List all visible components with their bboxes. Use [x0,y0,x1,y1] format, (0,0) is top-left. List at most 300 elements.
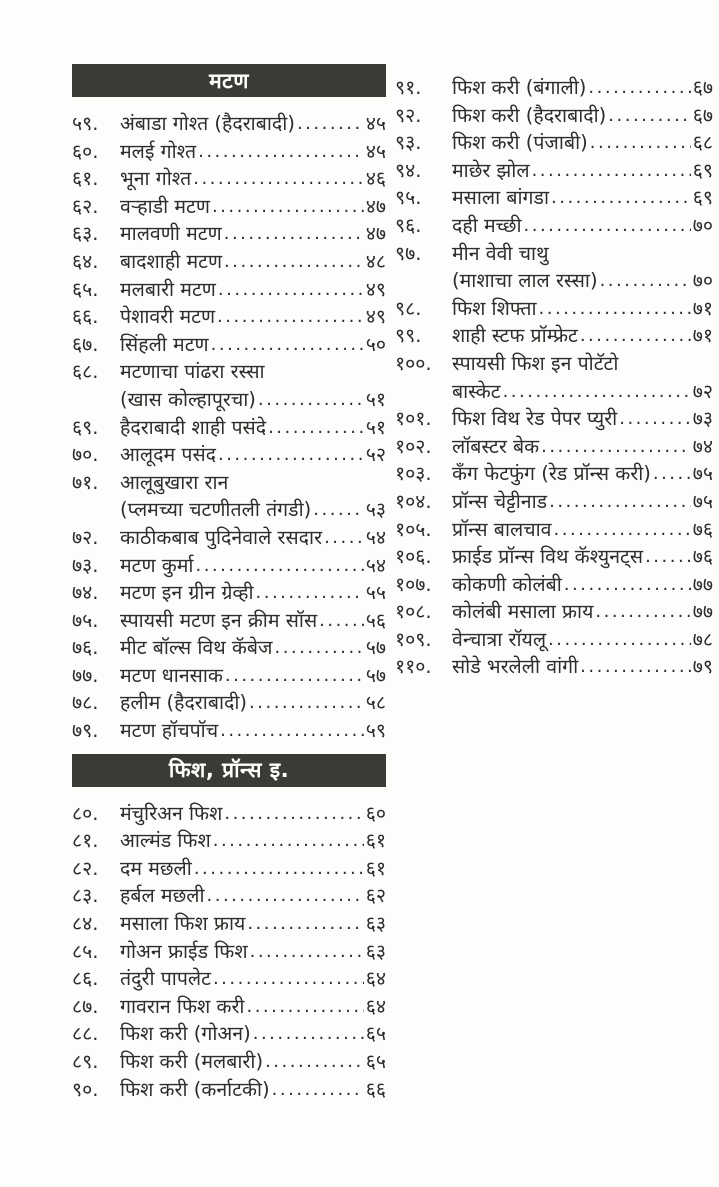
entry-number: ९३. [395,131,422,155]
dot-leader [274,634,363,662]
dot-leader [225,662,364,690]
entry-line [452,212,713,240]
entry-number: ८७. [72,994,99,1018]
dot-leader [218,276,364,304]
toc-entry [395,653,713,681]
entry-body [120,524,386,552]
entry-page-number: ६९ [692,186,713,210]
entry-number: ७५. [72,608,99,632]
entry-number: ११०. [395,655,432,679]
entry-line [120,855,386,883]
toc-column-right [395,61,713,690]
entry-page-number: ५५ [365,581,386,605]
entry-body [120,248,386,276]
entry-line [452,405,713,433]
toc-entry [72,800,386,828]
entry-number: ७३. [72,553,99,577]
entry-title: मटण कुर्मा [120,553,194,577]
entry-page-number: ६३ [365,912,386,936]
entry-body [120,993,386,1021]
toc-entry [72,607,386,635]
dot-leader [272,1076,364,1104]
entry-page-number: ५३ [365,498,386,522]
entry-title: (प्लमच्या चटणीतली तंगडी) [120,498,312,522]
entry-number: ८६. [72,967,99,991]
dot-leader [218,441,364,469]
entry-title: पेशावरी मटण [120,305,216,329]
entry-title: स्पायसी फिश इन पोटॅटो [452,351,619,375]
entry-line [120,1076,386,1104]
entry-body [120,882,386,910]
entry-body [120,827,386,855]
entry-page-number: ६४ [365,994,386,1018]
entry-line [120,689,386,717]
toc-entry [72,414,386,442]
entry-body [452,295,713,323]
entry-body [452,157,713,185]
entry-page-number: ६५ [365,1050,386,1073]
toc-entry [72,138,386,166]
entry-page-number: ६१ [365,829,386,853]
toc-entry [72,910,386,938]
toc-entry [72,1020,386,1048]
entry-title: गोअन फ्राईड फिश [120,939,248,963]
entry-title: आल्मंड फिश [120,829,211,853]
entry-line [120,965,386,993]
toc-entry [72,552,386,580]
entry-number: ८५. [72,939,99,963]
entry-title: वेन्चात्रा रॉयलू [452,627,547,651]
entry-body [120,1076,386,1104]
entry-page-number: ४५ [365,112,386,135]
entry-line [120,800,386,828]
entry-page-number: ५४ [365,553,386,577]
entry-line [120,358,386,386]
entry-number: ६५. [72,277,99,301]
dot-leader [548,626,691,654]
entry-number: ६०. [72,139,99,163]
entry-line [120,993,386,1021]
entry-page-number: ७६ [692,517,713,541]
toc-entry [72,165,386,193]
entry-title: (माशाचा लाल रस्सा) [452,269,598,293]
entry-body [120,910,386,938]
entry-page-number: ५२ [365,443,386,467]
dot-leader [653,460,691,488]
entry-page-number: ७९ [692,655,713,679]
entry-number: ९४. [395,158,422,182]
entry-line [120,441,386,469]
entry-body [452,516,713,544]
dot-leader [580,322,691,350]
entry-line [120,579,386,607]
entry-page-number: ४७ [365,194,386,218]
entry-number: १०८. [395,600,432,624]
entry-number: ५९. [72,112,99,135]
entry-page-number: ७५ [692,462,713,486]
entry-page-number: ६७ [692,103,713,127]
entry-number: ६४. [72,249,99,273]
entry-body [120,579,386,607]
toc-column-left [72,64,386,1112]
dot-leader [224,248,364,276]
dot-leader [249,689,364,717]
dot-leader [265,1048,364,1076]
entry-page-number: ४५ [365,139,386,163]
entry-page-number: ५१ [365,387,386,411]
entry-page-number: ७२ [692,379,713,403]
entry-page-number: ५७ [365,663,386,687]
entry-body [452,240,713,295]
entry-title: कोलंबी मसाला फ्राय [452,600,594,624]
entry-body [120,855,386,883]
entry-number: ९९. [395,324,422,348]
entry-title: वऱ्हाडी मटण [120,194,210,218]
dot-leader [250,938,364,966]
entry-page-number: ५७ [365,636,386,660]
entry-title: आलूदम पसंद [120,443,216,467]
entry-body [120,358,386,413]
entry-number: ८०. [72,801,99,825]
toc-entry [72,882,386,910]
dot-leader [580,653,691,681]
entry-title: मटण धानसाक [120,663,223,687]
entry-number: ७८. [72,691,99,715]
entry-page-number: ५० [365,332,386,356]
entry-line [120,634,386,662]
toc-entry [72,193,386,221]
entry-title: हलीम (हैदराबादी) [120,691,248,715]
entry-body [452,598,713,626]
toc-entry [72,358,386,413]
entry-body [452,212,713,240]
entry-page-number: ५९ [365,719,386,743]
entry-line [120,220,386,248]
entry-body [120,469,386,524]
dot-leader [224,220,364,248]
dot-leader [608,102,690,130]
toc-entry [72,331,386,359]
entry-page-number: ४९ [365,305,386,329]
entry-line [120,882,386,910]
entry-line [120,110,386,138]
entry-number: ९६. [395,213,422,237]
entry-title: मटण हॉचपॉच [120,719,219,743]
entry-page-number: ४९ [365,277,386,301]
entry-body [120,634,386,662]
dot-leader [554,516,691,544]
entry-title: सोडे भरलेली वांगी [452,655,579,679]
dot-leader [539,295,691,323]
entry-body [120,938,386,966]
entry-line [120,165,386,193]
dot-leader [524,212,691,240]
entry-number: ७४. [72,581,99,605]
dot-leader [207,882,364,910]
entry-page-number: ६२ [365,884,386,908]
entry-title: सिंहली मटण [120,332,209,356]
toc-entry [395,350,713,405]
entry-number: १००. [395,351,432,375]
toc-entry [72,1048,386,1076]
entry-body [120,662,386,690]
entry-title: कँग फेटफुंग (रेड प्रॉन्स करी) [452,462,651,486]
entry-title: हर्बल मछली [120,884,205,908]
entry-body [452,626,713,654]
entry-number: ७६. [72,636,99,660]
entry-line [452,74,713,102]
entry-page-number: ७४ [692,434,713,458]
dot-leader [564,571,691,599]
entry-body [452,102,713,130]
dot-leader [588,74,690,102]
dot-leader [217,303,364,331]
toc-entry [72,220,386,248]
entry-number: ६९. [72,415,99,439]
entry-line [452,322,713,350]
toc-entry [72,827,386,855]
entry-title: तंदुरी पापलेट [120,967,211,991]
entry-body [120,607,386,635]
entry-line [452,157,713,185]
entry-page-number: ५१ [365,415,386,439]
section-header [72,64,386,97]
entry-page-number: ७३ [692,407,713,431]
entry-line [120,910,386,938]
entry-page-number: ६८ [692,131,713,155]
entry-page-number: ५८ [365,691,386,715]
toc-entry [72,303,386,331]
entry-body [452,184,713,212]
entry-number: ९७. [395,241,422,265]
entry-page-number: ४७ [365,222,386,246]
entry-title: प्रॉन्स बालचाव [452,517,552,541]
toc-section [72,754,386,1113]
dot-leader [595,598,690,626]
entry-number: १०२. [395,434,432,458]
entry-body [452,322,713,350]
toc-entry [395,102,713,130]
entries-list [72,787,386,1113]
entry-line [120,276,386,304]
entry-number: ९०. [72,1077,99,1101]
entry-title: दम मछली [120,856,192,880]
entry-number: १०७. [395,572,432,596]
toc-entry [395,129,713,157]
entry-line [120,552,386,580]
entry-line [452,543,713,571]
entry-body [452,488,713,516]
entry-title: प्रॉन्स चेट्टीनाड [452,489,548,513]
toc-entry [395,571,713,599]
entry-page-number: ७० [692,269,713,293]
entry-title: कोकणी कोलंबी [452,572,562,596]
dot-leader [224,800,363,828]
entry-body [120,138,386,166]
entry-number: ९८. [395,296,422,320]
entry-body [120,110,386,138]
entry-line [452,350,713,378]
entry-line [452,598,713,626]
dot-leader [256,579,364,607]
entry-number: ६६. [72,305,99,329]
entry-title: शाही स्टफ प्रॉम्फ्रेट [452,324,578,348]
toc-entry [72,965,386,993]
entry-line [120,138,386,166]
entry-title: मसाला बांगडा [452,186,550,210]
dot-leader [297,110,364,138]
dot-leader [313,496,363,524]
dot-leader [193,165,364,193]
entry-body [120,276,386,304]
entry-title: स्पायसी मटण इन क्रीम सॉस [120,608,318,632]
entry-line [452,295,713,323]
entry-body [120,689,386,717]
toc-entry [72,524,386,552]
entry-page-number: ६६ [365,1077,386,1101]
entry-line [120,386,386,414]
entry-page-number: ६० [365,801,386,825]
entry-line [120,938,386,966]
entry-title: मालवणी मटण [120,222,222,246]
entries-list [395,61,713,690]
entry-line [120,303,386,331]
entry-line [120,331,386,359]
entry-body [120,165,386,193]
entry-title: बास्केट [452,379,501,403]
entry-page-number: ४८ [365,249,386,273]
entry-title: फिश करी (बंगाली) [452,76,587,99]
entry-title: बादशाही मटण [120,249,223,273]
toc-section [72,64,386,754]
entry-number: १०९. [395,627,432,651]
entry-number: ७९. [72,719,99,743]
entries-list [72,97,386,754]
entry-number: ७२. [72,525,99,549]
entry-line [120,524,386,552]
dot-leader [220,717,364,745]
entry-body [120,1020,386,1048]
dot-leader [211,331,364,359]
entry-line [120,469,386,497]
entry-page-number: ६३ [365,939,386,963]
entry-page-number: ७० [692,213,713,237]
entry-title: हैदराबादी शाही पसंदे [120,415,267,439]
entry-line [120,193,386,221]
toc-entry [72,662,386,690]
entry-number: ६८. [72,360,99,384]
entry-line [120,717,386,745]
entry-number: ८८. [72,1022,99,1046]
entry-title: फिश करी (कर्नाटकी) [120,1077,270,1101]
dot-leader [549,488,691,516]
toc-entry [395,157,713,185]
entry-line [452,626,713,654]
toc-entry [72,579,386,607]
toc-entry [395,598,713,626]
toc-entry [395,460,713,488]
toc-entry [72,110,386,138]
entry-title: फिश विथ रेड पेपर प्युरी [452,407,618,431]
entry-title: मसाला फिश फ्राय [120,912,246,936]
entry-page-number: ४६ [365,167,386,191]
entry-page-number: ७५ [692,489,713,513]
entry-page-number: ६७ [692,76,713,99]
entry-number: ६१. [72,167,99,191]
entry-number: ७१. [72,470,99,494]
dot-leader [258,386,364,414]
entry-body [452,433,713,461]
entry-number: ६३. [72,222,99,246]
toc-entry [72,855,386,883]
entry-body [120,414,386,442]
toc-entry [72,689,386,717]
entry-number: ८९. [72,1050,99,1073]
toc-entry [395,295,713,323]
entry-title: अंबाडा गोश्त (हैदराबादी) [120,112,295,135]
entry-title: मंचुरिअन फिश [120,801,223,825]
entry-title: मलबारी मटण [120,277,216,301]
entry-body [120,800,386,828]
dot-leader [268,414,364,442]
entry-number: ८१. [72,829,99,853]
dot-leader [319,607,364,635]
toc-entry [395,488,713,516]
entry-title: दही मच्छी [452,213,522,237]
entry-title: मटणाचा पांढरा रस्सा [120,360,265,384]
entry-body [120,193,386,221]
entry-line [120,414,386,442]
entry-number: १०३. [395,462,432,486]
dot-leader [194,855,364,883]
entry-line [120,496,386,524]
section-header [72,754,386,787]
dot-leader [324,524,364,552]
entry-body [120,331,386,359]
toc-entry [72,717,386,745]
entry-line [120,607,386,635]
entry-page-number: ७७ [692,600,713,624]
entry-body [120,303,386,331]
dot-leader [212,193,364,221]
entry-body [452,543,713,571]
dot-leader [645,543,691,571]
dot-leader [600,267,691,295]
entry-number: ९५. [395,186,422,210]
toc-entry [395,184,713,212]
entry-number: ६७. [72,332,99,356]
entry-title: (खास कोल्हापूरचा) [120,387,256,411]
entry-line [120,1048,386,1076]
toc-entry [72,276,386,304]
toc-entry [395,516,713,544]
entry-page-number: ५४ [365,525,386,549]
toc-entry [395,322,713,350]
entry-body [120,441,386,469]
entry-body [120,220,386,248]
entry-line [452,571,713,599]
entry-number: १०१. [395,407,432,431]
section-header-label: फिश, प्रॉन्स इ. [168,758,290,783]
dot-leader [213,827,364,855]
entry-line [452,378,713,406]
toc-entry [395,405,713,433]
dot-leader [198,138,364,166]
entry-line [120,248,386,276]
entry-title: फ्राईड प्रॉन्स विथ कॅश्युनट्स [452,545,644,569]
entry-title: फिश करी (गोअन) [120,1022,251,1046]
toc-entry [395,240,713,295]
